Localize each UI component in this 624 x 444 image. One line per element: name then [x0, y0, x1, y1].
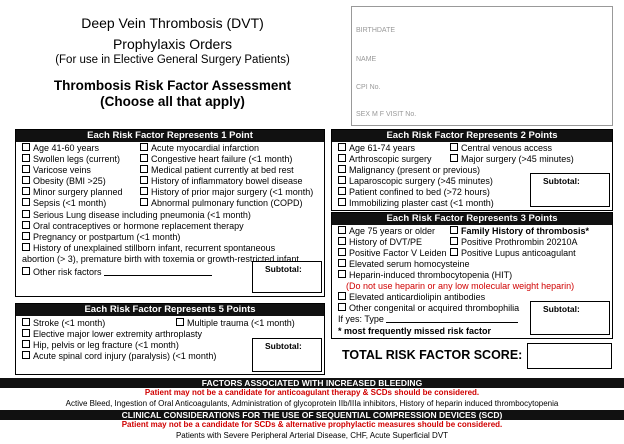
risk-box-5-title: Each Risk Factor Represents 5 Points — [16, 304, 324, 316]
assessment-title: Thrombosis Risk Factor Assessment — [53, 78, 292, 94]
assessment-instructions: (Choose all that apply) — [100, 93, 245, 109]
form-title-line2: Prophylaxis Orders — [112, 36, 233, 53]
checkbox-lung-disease[interactable]: Serious Lung disease including pneumonia (<1 month) — [22, 210, 251, 221]
risk-box-2-title: Each Risk Factor Represents 2 Points — [332, 130, 612, 142]
checkbox-hormone-therapy[interactable]: Oral contraceptives or hormone replacement therapy — [22, 221, 244, 232]
checkbox-sepsis[interactable]: Sepsis (<1 month) — [22, 198, 106, 209]
checkbox-fracture[interactable]: Hip, pelvis or leg fracture (<1 month) — [22, 340, 179, 351]
checkbox-obesity[interactable]: Obesity (BMI >25) — [22, 176, 106, 187]
bleeding-section-header: FACTORS ASSOCIATED WITH INCREASED BLEEDING — [0, 378, 624, 388]
checkbox-swollen-legs[interactable]: Swollen legs (current) — [22, 154, 120, 165]
total-score-label: TOTAL RISK FACTOR SCORE: — [342, 348, 523, 362]
risk-box-1-title: Each Risk Factor Represents 1 Point — [16, 130, 324, 142]
cpi-label: CPI No. — [356, 84, 381, 91]
risk-box-3-points — [331, 212, 613, 339]
checkbox-anticardiolipin[interactable]: Elevated anticardiolipin antibodies — [338, 292, 485, 303]
form-subtitle: (For use in Elective General Surgery Patients) — [55, 54, 290, 67]
subtotal-2-label: Subtotal: — [543, 176, 580, 186]
checkbox-major-surgery[interactable]: Major surgery (>45 minutes) — [450, 154, 574, 165]
checkbox-hit[interactable]: Heparin-induced thrombocytopenia (HIT) — [338, 270, 512, 281]
checkbox-lupus[interactable]: Positive Lupus anticoagulant — [450, 248, 576, 259]
checkbox-ibd[interactable]: History of inflammatory bowel disease — [140, 176, 303, 187]
risk-box-2-points — [331, 129, 613, 211]
subtotal-5-label: Subtotal: — [265, 341, 302, 351]
subtotal-3-label: Subtotal: — [543, 304, 580, 314]
checkbox-arthroscopic[interactable]: Arthroscopic surgery — [338, 154, 432, 165]
scd-section-header: CLINICAL CONSIDERATIONS FOR THE USE OF SEQUENTIAL COMPRESSION DEVICES (SCD) — [0, 410, 624, 420]
bleeding-factors-text: Active Bleed, Ingestion of Oral Anticoagulants, Administration of glycoprotein IIb/IIIa inhibitors, History of heparin induced thrombocytopenia — [65, 399, 559, 408]
other-risk-input-line[interactable] — [104, 275, 212, 276]
checkbox-pregnancy[interactable]: Pregnancy or postpartum (<1 month) — [22, 232, 180, 243]
thrombophilia-type-input-line[interactable] — [386, 322, 518, 323]
checkbox-bed-rest[interactable]: Medical patient currently at bed rest — [140, 165, 294, 176]
checkbox-multiple-trauma[interactable]: Multiple trauma (<1 month) — [176, 318, 295, 329]
checkbox-plaster-cast[interactable]: Immobilizing plaster cast (<1 month) — [338, 198, 494, 209]
subtotal-2-field[interactable] — [530, 173, 610, 207]
subtotal-1-label: Subtotal: — [265, 264, 302, 274]
subtotal-1-field[interactable] — [252, 261, 322, 293]
bleeding-warning: Patient may not be a candidate for anticoagulant therapy & SCDs should be considered. — [144, 388, 480, 397]
thrombophilia-type: If yes: Type — [338, 314, 518, 325]
checkbox-laparoscopic[interactable]: Laparoscopic surgery (>45 minutes) — [338, 176, 493, 187]
form-header — [0, 15, 345, 109]
checkbox-malignancy[interactable]: Malignancy (present or previous) — [338, 165, 480, 176]
checkbox-copd[interactable]: Abnormal pulmonary function (COPD) — [140, 198, 303, 209]
checkbox-acute-mi[interactable]: Acute myocardial infarction — [140, 143, 259, 154]
risk-box-5-points — [15, 303, 325, 375]
birthdate-label: BIRTHDATE — [356, 27, 396, 34]
missed-risk-note: * most frequently missed risk factor — [338, 326, 492, 336]
name-label: NAME — [356, 56, 377, 63]
sex-visit-label: SEX M F VISIT No. — [356, 111, 417, 118]
checkbox-thrombophilia[interactable]: Other congenital or acquired thrombophilia — [338, 303, 519, 314]
checkbox-family-history[interactable]: Family History of thrombosis* — [450, 226, 589, 237]
checkbox-arthroplasty[interactable]: Elective major lower extremity arthroplasty — [22, 329, 202, 340]
checkbox-stroke[interactable]: Stroke (<1 month) — [22, 318, 105, 329]
stillborn-history-continued: abortion (> 3), premature birth with toxemia or growth-restricted infant — [22, 254, 299, 264]
checkbox-stillborn-history[interactable]: History of unexplained stillborn infant, recurrent spontaneous — [22, 243, 275, 254]
checkbox-prothrombin[interactable]: Positive Prothrombin 20210A — [450, 237, 578, 248]
scd-considerations-text: Patients with Severe Peripheral Arterial Disease, CHF, Acute Superficial DVT — [175, 431, 449, 440]
patient-label-area — [351, 6, 613, 126]
checkbox-age-75[interactable]: Age 75 years or older — [338, 226, 435, 237]
hit-warning: (Do not use heparin or any low molecular weight heparin) — [346, 281, 575, 291]
checkbox-factor-v-leiden[interactable]: Positive Factor V Leiden — [338, 248, 447, 259]
checkbox-chf[interactable]: Congestive heart failure (<1 month) — [140, 154, 292, 165]
subtotal-3-field[interactable] — [530, 301, 610, 335]
subtotal-5-field[interactable] — [252, 338, 322, 372]
checkbox-prior-major-surgery[interactable]: History of prior major surgery (<1 month) — [140, 187, 313, 198]
checkbox-homocysteine[interactable]: Elevated serum homocysteine — [338, 259, 470, 270]
scd-warning: Patient may not be a candidate for SCDs & alternative prophylactic measures should be considered. — [121, 420, 503, 429]
checkbox-spinal-cord-injury[interactable]: Acute spinal cord injury (paralysis) (<1 month) — [22, 351, 216, 362]
checkbox-other-risk[interactable]: Other risk factors — [22, 267, 212, 278]
checkbox-varicose-veins[interactable]: Varicose veins — [22, 165, 91, 176]
checkbox-dvt-pe-history[interactable]: History of DVT/PE — [338, 237, 422, 248]
risk-box-3-title: Each Risk Factor Represents 3 Points — [332, 213, 612, 225]
form-title-line1: Deep Vein Thrombosis (DVT) — [81, 15, 264, 31]
checkbox-confined-bed[interactable]: Patient confined to bed (>72 hours) — [338, 187, 490, 198]
checkbox-central-venous[interactable]: Central venous access — [450, 143, 552, 154]
checkbox-minor-surgery[interactable]: Minor surgery planned — [22, 187, 123, 198]
risk-box-1-point — [15, 129, 325, 297]
checkbox-age-61-74[interactable]: Age 61-74 years — [338, 143, 415, 154]
total-score-field[interactable] — [527, 343, 612, 369]
checkbox-age-41-60[interactable]: Age 41-60 years — [22, 143, 99, 154]
